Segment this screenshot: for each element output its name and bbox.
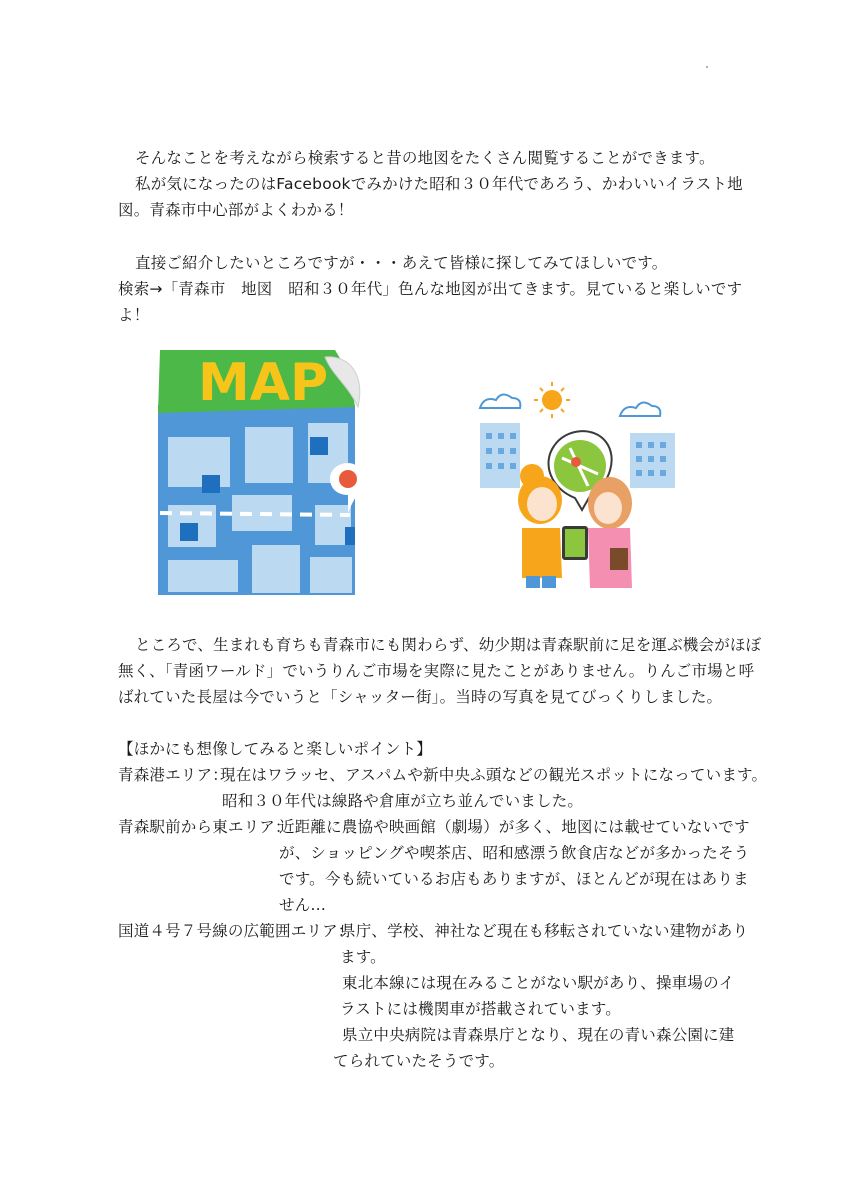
point-route-line-3: 東北本線には現在みることがない駅があり、操車場のイ — [342, 974, 735, 992]
point-harbor-line-1: 現在はワラッセ、アスパムや新中央ふ頭などの観光スポットになっています。 — [220, 766, 768, 784]
point-route-line-2: ます。 — [340, 948, 386, 966]
scan-speck — [706, 66, 708, 68]
search-tip-line-1: 直接ご紹介したいところですが・・・あえて皆様に探してみてほしいです。 — [135, 254, 668, 272]
intro-line-2: 私が気になったのはFacebookでみかけた昭和３０年代であろう、かわいいイラスト地 — [135, 175, 743, 193]
point-station-line-3: です。今も続いているお店もありますが、ほとんどが現在はありま — [279, 870, 749, 888]
story-line-2: 無く、「青函ワールド」でいうりんご市場を実際に見たことがありません。りんご市場と呼 — [118, 662, 755, 680]
point-station-line-4: せん… — [279, 896, 327, 914]
point-harbor-line-2: 昭和３０年代は線路や倉庫が立ち並んでいました。 — [222, 792, 584, 810]
points-heading: 【ほかにも想像してみると楽しいポイント】 — [118, 740, 433, 758]
intro-line-3: 図。青森市中心部がよくわかる！ — [118, 201, 354, 219]
intro-line-1: そんなことを考えながら検索すると昔の地図をたくさん閲覧することができます。 — [135, 149, 715, 167]
two-women-with-map-illustration — [470, 378, 690, 593]
point-route-label: 国道４号７号線の広範囲エリア： — [118, 922, 354, 940]
point-harbor-label: 青森港エリア： — [118, 766, 228, 784]
story-line-3: ばれていた長屋は今でいうと「シャッター街」。当時の写真を見てびっくりしました。 — [118, 688, 723, 706]
point-station-line-1: 近距離に農協や映画館（劇場）が多く、地図には載せていないです — [279, 818, 750, 836]
point-route-line-4: ラストには機関車が搭載されています。 — [340, 1000, 621, 1018]
point-route-line-1: 県庁、学校、神社など現在も移転されていない建物があり — [340, 922, 749, 940]
point-route-line-5: 県立中央病院は青森県庁となり、現在の青い森公園に建 — [342, 1026, 735, 1044]
search-tip-line-3: よ！ — [118, 306, 150, 324]
map-label: MAP — [198, 353, 329, 413]
point-station-label: 青森駅前から東エリア： — [118, 818, 291, 836]
point-route-line-6: てられていたそうです。 — [333, 1052, 505, 1070]
map-illustration — [150, 345, 375, 600]
point-station-line-2: が、ショッピングや喫茶店、昭和感漂う飲食店などが多かったそう — [279, 844, 750, 862]
search-tip-line-2: 検索→「青森市 地図 昭和３０年代」色んな地図が出てきます。見ていると楽しいです — [118, 280, 743, 298]
story-line-1: ところで、生まれも育ちも青森市にも関わらず、幼少期は青森駅前に足を運ぶ機会がほぼ — [135, 636, 762, 654]
